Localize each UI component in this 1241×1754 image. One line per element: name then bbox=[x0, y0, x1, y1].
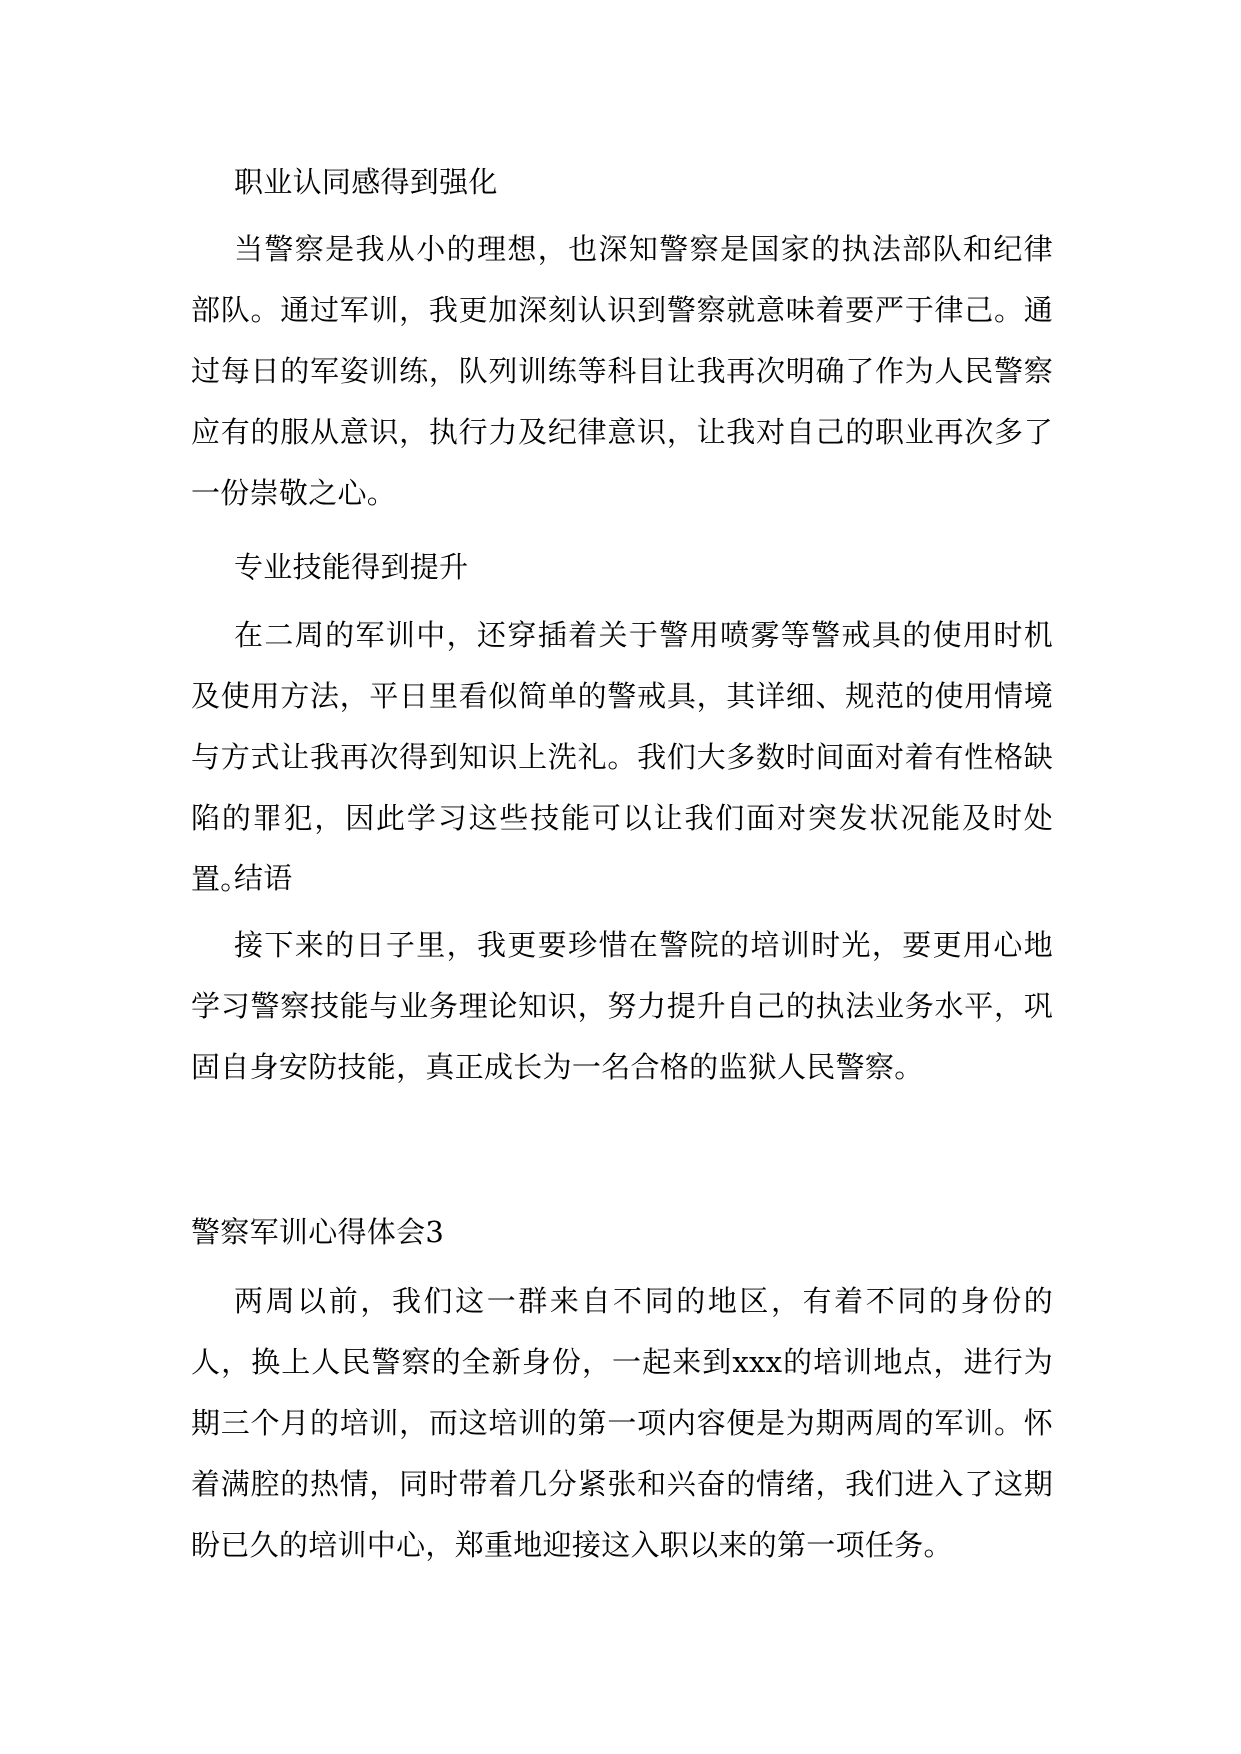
paragraph-intro: 两周以前，我们这一群来自不同的地区，有着不同的身份的人，换上人民警察的全新身份，一起来到xxx的培训地点，进行为期三个月的培训，而这培训的第一项内容便是为期两周的军训。怀着满腔的热情，同时带着几分紧张和兴奋的情绪，我们进入了这期盼已久的培训中心，郑重地迎接这入职以来的第一项任务。 bbox=[191, 1284, 1053, 1562]
section-heading-identity: 职业认同感得到强化 bbox=[234, 165, 498, 199]
section-heading-skills: 专业技能得到提升 bbox=[234, 550, 469, 584]
essay-title: 警察军训心得体会3 bbox=[191, 1215, 445, 1249]
paragraph-identity: 当警察是我从小的理想，也深知警察是国家的执法部队和纪律部队。通过军训，我更加深刻认识到警察就意味着要严于律己。通过每日的军姿训练，队列训练等科目让我再次明确了作为人民警察应有的服从意识，执行力及纪律意识，让我对自己的职业再次多了一份崇敬之心。 bbox=[191, 232, 1053, 510]
paragraph-skills: 在二周的军训中，还穿插着关于警用喷雾等警戒具的使用时机及使用方法，平日里看似简单的警戒具，其详细、规范的使用情境与方式让我再次得到知识上洗礼。我们大多数时间面对着有性格缺陷的罪犯，因此学习这些技能可以让我们面对突发状况能及时处置。 bbox=[191, 618, 1053, 896]
paragraph-conclusion: 接下来的日子里，我更要珍惜在警院的培训时光，要更用心地学习警察技能与业务理论知识，努力提升自己的执法业务水平，巩固自身安防技能，真正成长为一名合格的监狱人民警察。 bbox=[191, 928, 1053, 1084]
section-heading-conclusion: 结语 bbox=[234, 861, 293, 895]
